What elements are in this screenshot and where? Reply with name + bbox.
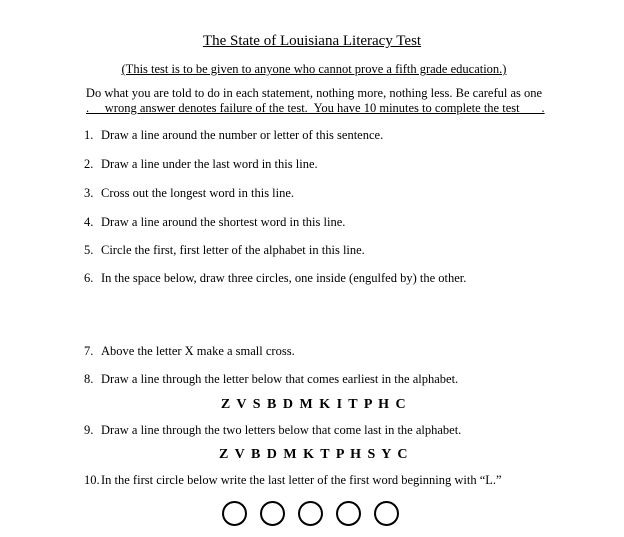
question-1: 1. Draw a line around the number or letter of this sentence. bbox=[84, 128, 384, 142]
answer-circle-icon bbox=[298, 501, 323, 526]
answer-circle-icon bbox=[260, 501, 285, 526]
letter-row-q8: Z V S B D M K I T P H C bbox=[220, 397, 408, 412]
answer-circle-icon bbox=[336, 501, 361, 526]
question-3: 3. Cross out the longest word in this line. bbox=[84, 186, 295, 200]
question-2: 2. Draw a line under the last word in this line. bbox=[84, 157, 318, 171]
answer-circle-icon bbox=[374, 501, 399, 526]
letter-row-q9: Z V B D M K T P H S Y C bbox=[219, 447, 409, 462]
question-10: 10.In the first circle below write the last letter of the first word beginning with “L.” bbox=[84, 473, 502, 487]
subtitle: (This test is to be given to anyone who cannot prove a fifth grade education.) bbox=[121, 62, 507, 76]
question-6: 6. In the space below, draw three circles, one inside (engulfed by) the other. bbox=[84, 271, 467, 285]
question-9: 9. Draw a line through the two letters below that come last in the alphabet. bbox=[84, 423, 462, 437]
page-title: The State of Louisiana Literacy Test bbox=[202, 33, 422, 49]
question-5: 5. Circle the first, first letter of the alphabet in this line. bbox=[84, 243, 365, 257]
question-7: 7. Above the letter X make a small cross. bbox=[84, 344, 295, 358]
answer-circle-icon bbox=[222, 501, 247, 526]
instruction-line-1: Do what you are told to do in each statement, nothing more, nothing less. Be careful as one bbox=[85, 86, 543, 100]
answer-circles bbox=[222, 501, 412, 527]
question-4: 4. Draw a line around the shortest word in this line. bbox=[84, 215, 346, 229]
instruction-line-2: . wrong answer denotes failure of the test. You have 10 minutes to complete the test . bbox=[86, 101, 545, 115]
question-8: 8. Draw a line through the letter below that comes earliest in the alphabet. bbox=[84, 372, 459, 386]
